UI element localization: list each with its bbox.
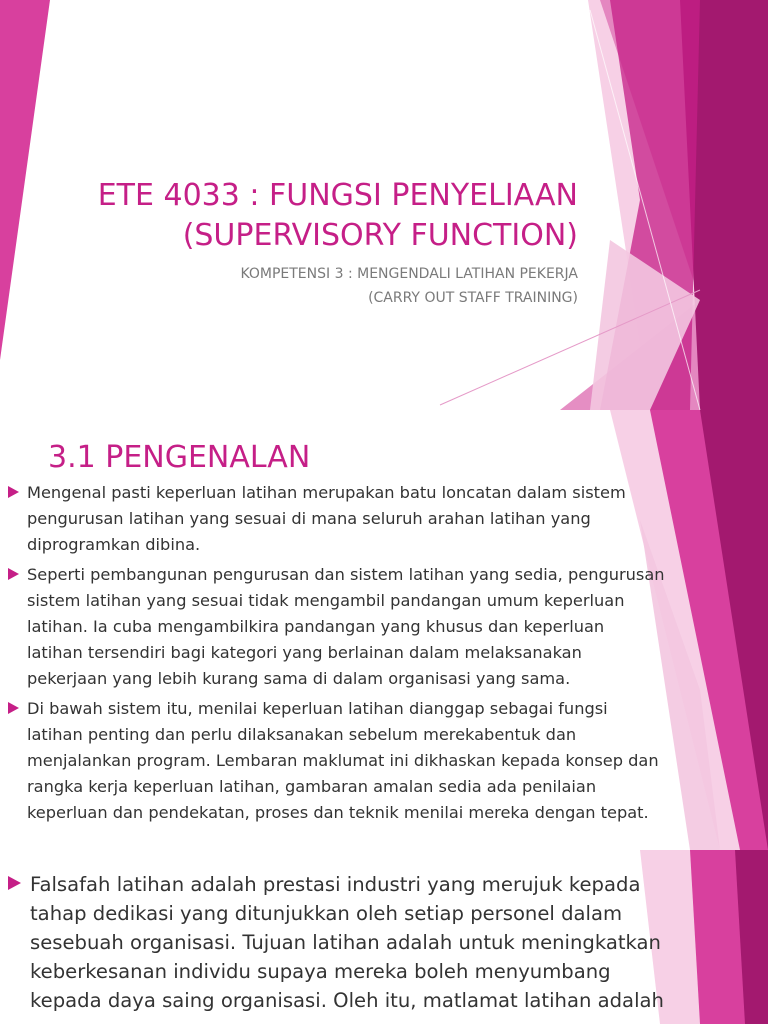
bullet-list [6, 480, 768, 830]
bullet-item [6, 480, 768, 558]
bullet-list [6, 870, 768, 1019]
slide-title [98, 176, 578, 256]
bullet-text-line: kepada daya saing organisasi. Oleh itu, matlamat latihan adalah [30, 989, 664, 1012]
content-slide-falsafah [0, 850, 768, 1024]
title-slide [0, 0, 768, 410]
bullet-text-line: sistem latihan yang sesuai tidak mengambil pandangan umum keperluan [27, 591, 625, 610]
left-magenta-shape [0, 0, 50, 360]
bullet-text-line: menjalankan program. Lembaran maklumat ini dikhaskan kepada konsep dan [27, 751, 659, 770]
slide-subtitle-line2: (CARRY OUT STAFF TRAINING) [368, 290, 578, 306]
bullet-item [6, 562, 768, 692]
slide-subtitle-line1: KOMPETENSI 3 : MENGENDALI LATIHAN PEKERJA [240, 266, 578, 282]
bullet-text-line: rangka kerja keperluan latihan, gambaran amalan sedia ada penilaian [27, 777, 597, 796]
bullet-text-line: Seperti pembangunan pengurusan dan sistem latihan yang sedia, pengurusan [27, 565, 665, 584]
bullet-text-line: pekerjaan yang lebih kurang sama di dalam organisasi yang sama. [27, 669, 571, 688]
triangle-bullet-icon [8, 876, 21, 890]
triangle-bullet-icon [8, 568, 19, 580]
bullet-text-line: diprogramkan dibina. [27, 535, 201, 554]
bullet-text-line: tahap dedikasi yang ditunjukkan oleh setiap personel dalam [30, 902, 623, 925]
bullet-item [6, 696, 768, 826]
bullet-text-line: sesebuah organisasi. Tujuan latihan adalah untuk meningkatkan [30, 931, 661, 954]
bullet-text-line: latihan tersendiri bagi kategori yang berlainan dalam melaksanakan [27, 643, 582, 662]
slide-title-line2: (SUPERVISORY FUNCTION) [182, 218, 578, 253]
slide-subtitle [240, 262, 578, 310]
section-heading: 3.1 PENGENALAN [48, 440, 311, 475]
bullet-text-line: pengurusan latihan yang sesuai di mana seluruh arahan latihan yang [27, 509, 591, 528]
bullet-text-line: Mengenal pasti keperluan latihan merupakan batu loncatan dalam sistem [27, 483, 626, 502]
triangle-bullet-icon [8, 486, 19, 498]
bullet-text-line: keperluan dan pendekatan, proses dan teknik menilai mereka dengan tepat. [27, 803, 649, 822]
triangle-bullet-icon [8, 702, 19, 714]
bullet-text-line: keberkesanan individu supaya mereka boleh menyumbang [30, 960, 611, 983]
bullet-text-line: Di bawah sistem itu, menilai keperluan latihan dianggap sebagai fungsi [27, 699, 608, 718]
bullet-text-line: latihan penting dan perlu dilaksanakan sebelum merekabentuk dan [27, 725, 577, 744]
bullet-text-line: Falsafah latihan adalah prestasi industri yang merujuk kepada [30, 873, 641, 896]
slide-title-line1: ETE 4033 : FUNGSI PENYELIAAN [97, 178, 578, 213]
bullet-text-line: latihan. Ia cuba mengambilkira pandangan yang khusus dan keperluan [27, 617, 605, 636]
bullet-item [6, 870, 768, 1015]
content-slide-pengenalan [0, 410, 768, 850]
